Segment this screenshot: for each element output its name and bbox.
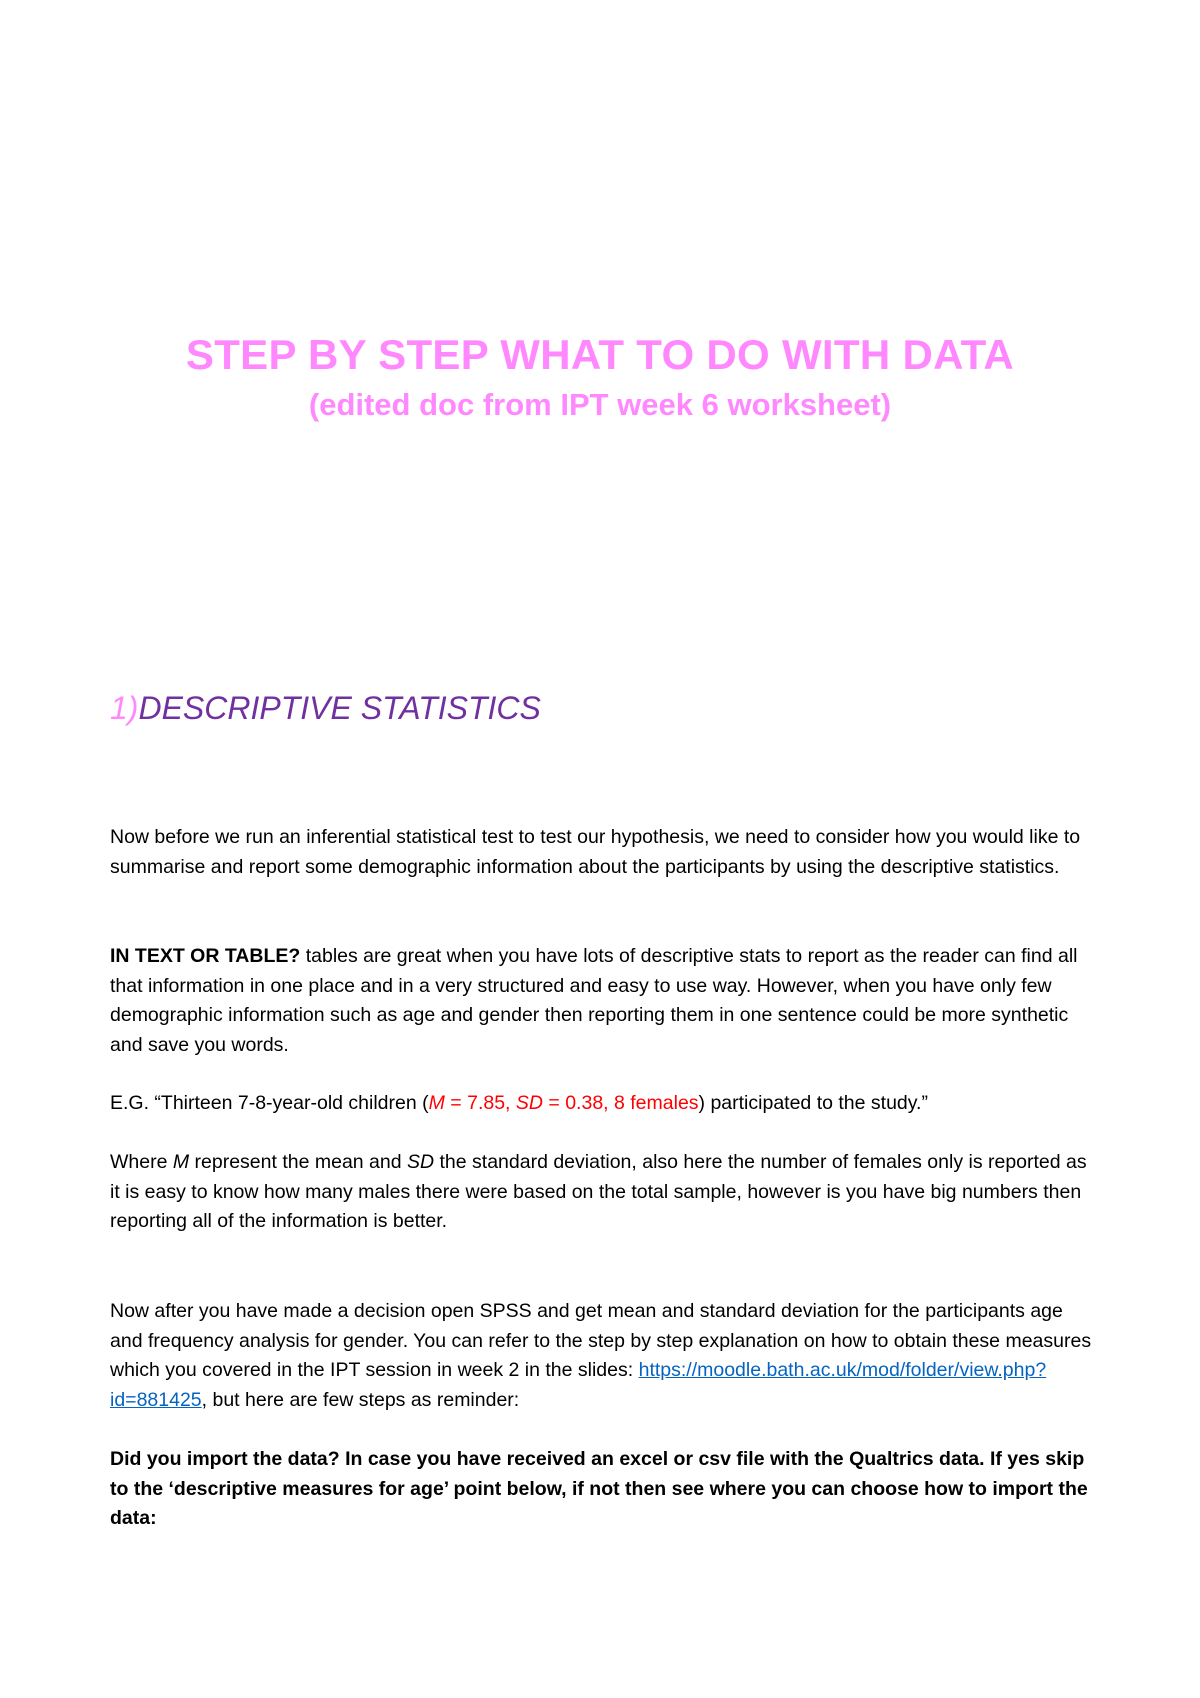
section-number: 1) [110,690,139,726]
text-or-table-lead: IN TEXT OR TABLE? [110,945,301,967]
where-m: M [172,1151,190,1173]
section-heading [110,688,541,728]
example-sd: SD [515,1092,543,1114]
where-sd: SD [407,1151,435,1173]
where-part-2: represent the mean and [189,1151,407,1173]
document-subtitle: (edited doc from IPT week 6 worksheet) [308,387,892,422]
document-title: STEP BY STEP WHAT TO DO WITH DATA [185,331,1015,378]
spss-paragraph [110,1297,1100,1415]
example-paragraph [110,1089,1100,1119]
where-paragraph [110,1148,1100,1237]
example-m: M [428,1092,445,1114]
example-sd-value: = 0.38, 8 females [542,1092,699,1114]
example-end: ) participated to the study.” [698,1092,928,1114]
spss-end: , but here are few steps as reminder: [201,1388,520,1411]
title-block [0,330,1200,424]
where-part-3: the standard deviation, also here the number of females only is reported as it is easy to know how many males there were based on the total sample, however is you have big numbers then reporting all of the information is better. [110,1151,1087,1232]
moodle-link[interactable]: https://moodle.bath.ac.uk/mod/folder/view.php?id=881425 [110,1359,1047,1411]
intro-paragraph: Now before we run an inferential statistical test to test our hypothesis, we need to consider how you would like to summarise and report some demographic information about the participants by using the descriptive statistics. [110,826,1081,878]
where-part-1: Where [110,1151,173,1173]
example-m-value: = 7.85, [444,1092,516,1114]
example-start: E.G. “Thirteen 7-8-year-old children ( [110,1092,429,1114]
spss-start: Now after you have made a decision open SPSS and get mean and standard deviation for the participants age and frequency analysis for gender. You can refer to the step by step explanation on how to obtain these measures which you covered in the IPT session in week 2 in the slides: [110,1300,1092,1381]
import-question: Did you import the data? In case you have received an excel or csv file with the Qualtrics data. If yes skip to the ‘descriptive measures for age’ point below, if not then see where you can choose how to import the data: [110,1448,1088,1529]
text-or-table-paragraph [110,942,1100,1060]
text-or-table-body: tables are great when you have lots of descriptive stats to report as the reader can find all that information in one place and in a very structured and easy to use way. However, when you have only few demographic information such as age and gender then reporting them in one sentence could be more synthetic and save you words. [110,945,1078,1056]
section-title: DESCRIPTIVE STATISTICS [138,690,541,726]
import-question-paragraph [110,1445,1100,1534]
